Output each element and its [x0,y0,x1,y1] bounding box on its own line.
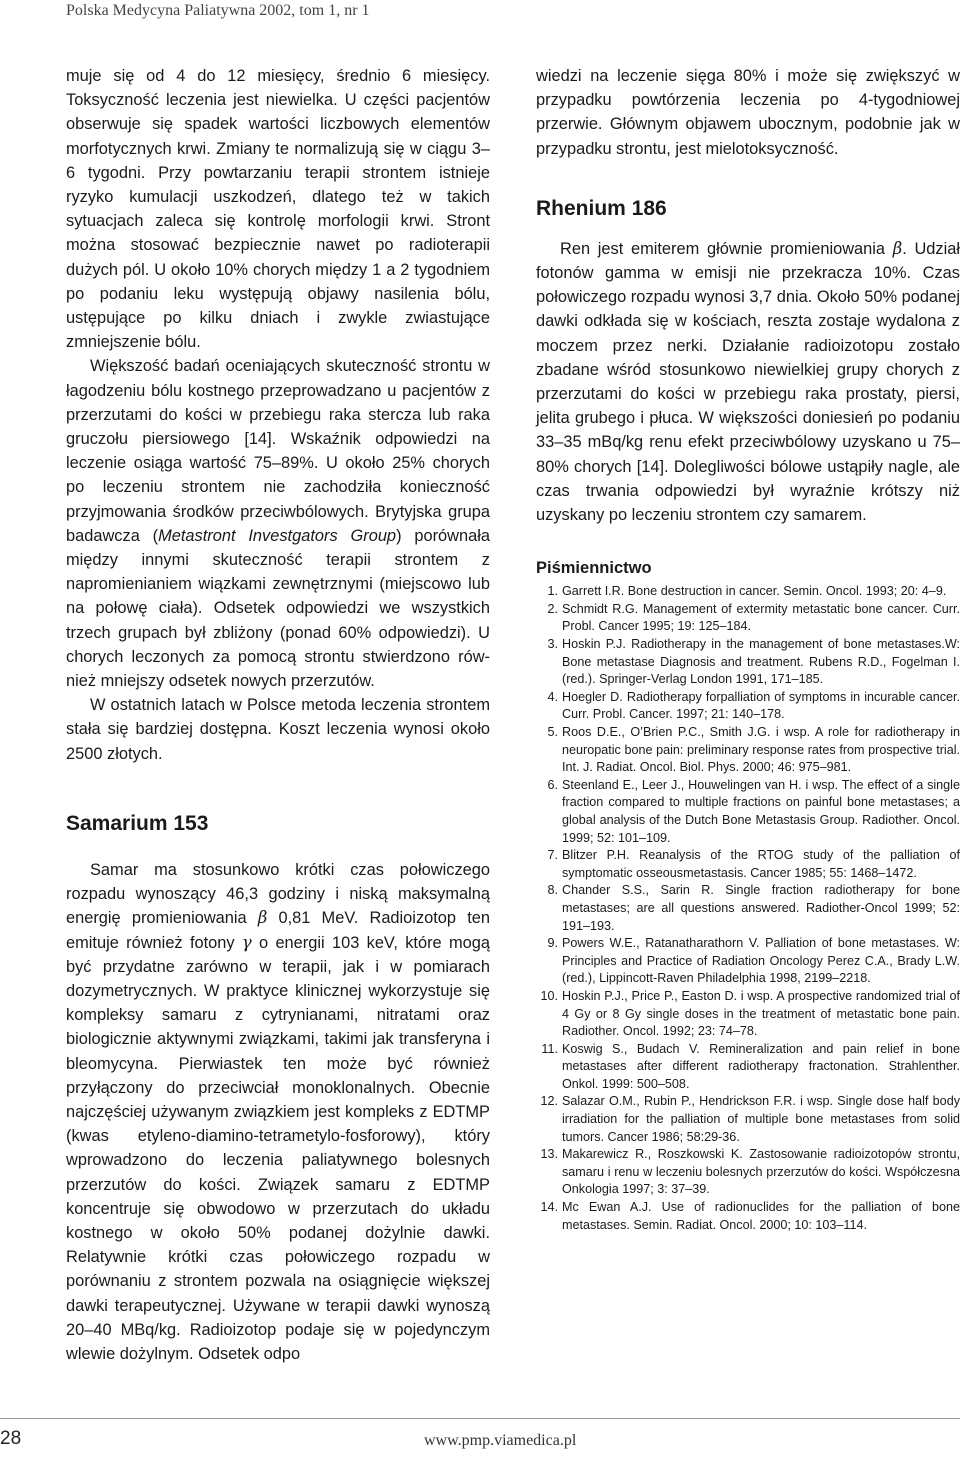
paragraph-strontium-poland: W ostatnich latach w Polsce metoda leczenia strontem stała się bardziej dostępna. Koszt leczenia wynosi około 2500 złotych. [66,696,490,763]
text-run: Ren jest emiterem głównie promieniowania [560,239,893,258]
reference-item [536,601,960,636]
beta-symbol: β [892,238,903,258]
reference-item [536,724,960,777]
reference-number: 5. [547,725,558,739]
reference-text: Makarewicz R., Roszkowski K. Zastosowanie radioizotopów strontu, samaru i renu w leczeniu bolesnych przerzutów do kości. Współczesna Onkologia 1997; 3: 37–39. [562,1147,960,1197]
reference-item [536,1146,960,1199]
reference-number: 4. [547,689,558,704]
paragraph-samarium-continued: wiedzi na leczenie sięga 80% i może się zwiększyć w przypadku powtórzenia leczenia po 4-tygodniowej przerwie. Głównym objawem ubocznym, podobnie jak w przypadku strontu, jest mielotoksyczność. [536,67,960,158]
paragraph-samarium [66,858,490,1366]
text-run: o energii 103 keV, które mogą być przydatne zarówno w terapii, jak i w pomiarach dozymetrycznych. W praktyce klinicznej wykorzystuje się kompleksy samaru z cytrynianami, nitratami oraz biologicznie aktywnymi związkami, takimi jak transferyna i bleomycyna. Pierwiastek ten może być również przyłączony do przeciwciał monoklonalnych. Obecnie najczęściej używanym związkiem jest kompleks z EDTMP (kwas etyleno-diamino-tetrametylo-fosforowy), który wprowadzono do leczenia paliatywnego bolesnych przerzutów do kości. Związek samaru z EDTMP koncentruje się obwodowo w przerzutach do układu kostnego w około 50% podanej dożylnie dawki. Relatywnie krótki czas połowiczego rozpadu w porównaniu z strontem pozwala na osiągnięcie większej dawki terapeutycznej. Używane w terapii dawki wynoszą 20–40 MBq/kg. Radioizotop podaje się w pojedynczym wlewie dożylnym. Odsetek odpo [66,933,490,1363]
reference-number: 12. [540,1094,558,1109]
heading-rhenium: Rhenium 186 [536,196,667,220]
reference-item [536,988,960,1041]
reference-item [536,1093,960,1146]
reference-text: Blitzer P.H. Reanalysis of the RTOG study of the palliation of symptomatic osseousmetastasis. Cancer 1985; 55: 1468–1472. [562,848,960,880]
reference-number: 9. [547,936,558,951]
reference-text: Garrett I.R. Bone destruction in cancer. Semin. Oncol. 1993; 20: 4–9. [562,584,947,599]
reference-number: 13. [540,1147,558,1162]
reference-item [536,847,960,882]
running-head: Polska Medycyna Paliatywna 2002, tom 1, nr 1 [66,2,370,19]
reference-text: Roos D.E., O’Brien P.C., Smith J.G. i wsp. A role for radiotherapy in neuropatic bone pain: preliminary response rates from prospective trial. Int. J. Radiat. Oncol. Biol. Phys. 2000; 46: 975–981. [562,725,960,775]
reference-text: Schmidt R.G. Management of extermity metastatic bone cancer. Curr. Probl. Cancer 1995; 19: 125–184. [562,601,960,634]
text-run: 0,81 MeV. Radioizotop ten emituje również fotony [66,909,490,952]
reference-number: 8. [547,883,558,898]
gamma-symbol: γ [241,932,252,952]
footer-url-link[interactable]: www.pmp.viamedica.pl [424,1432,577,1449]
reference-text: Hoegler D. Radiotherapy forpalliation of symptoms in incurable cancer. Curr. Probl. Cancer. 1997; 21: 140–178. [562,689,960,722]
paragraph-strontium-efficacy [66,354,490,693]
reference-item [536,777,960,847]
page-number: 28 [0,1428,22,1449]
reference-number: 6. [547,777,558,792]
text-run: . Udział fotonów gamma w emisji nie przekracza 10%. Czas połowiczego rozpadu wynosi 3,7 dnia. Około 50% podanej dawki odkłada się w kościach, reszta zostaje wydalona z moczem przez nerki. Działanie radioizotopu zostało zbadane wśród stosunkowo niewielkiej grupy chorych z przerzutami do kości w przebiegu raka prostaty, piersi, jelita grubego i płuca. W większości doniesień po podaniu 33–35 mBq/kg renu efekt przeciwbólowy uzyskano u 75–80% chorych [14]. Dolegliwości bólowe ustąpiły nagle, ale czas trwania odpowiedzi był wyraźnie krótszy niż uzyskany po leczeniu strontem czy samarem. [536,239,960,525]
paragraph-rhenium [536,237,960,527]
reference-item [536,882,960,935]
reference-number: 10. [540,988,558,1003]
reference-number: 7. [547,848,558,863]
heading-samarium: Samarium 153 [66,811,209,835]
reference-item [536,935,960,988]
footer-rule [0,1418,960,1419]
reference-item [536,1199,960,1234]
reference-number: 1. [547,584,558,599]
reference-number: 14. [540,1200,558,1215]
italic-group-name: Metastront Investgators Group [158,526,397,545]
right-column [536,64,960,1234]
reference-text: Steenland E., Leer J., Houwelingen van H. i wsp. The effect of a single fraction compared to multiple fractions on painful bone metastases; a global analysis of the Dutch Bone Metastasis Group. Radiother. Oncol. 1999; 52: 101–109. [562,777,960,845]
beta-symbol: β [257,908,268,928]
references-heading: Piśmiennictwo [536,559,652,578]
reference-number: 11. [541,1041,558,1056]
reference-item [536,1041,960,1094]
text-run: Większość badań oceniających skuteczność strontu w łagodzeniu bólu kostnego przeprowadzano u pacjentów z przerzutami do kości w przebiegu raka stercza lub raka gruczołu piersiowego [14]. Wskaźnik odpowiedzi na leczenie osiąga wartość 75–89%. U około 25% chorych po leczeniu strontem nie zachodziła konieczność przyjmowania środków przeciwbólowych. Brytyjska grupa badawcza ( [66,357,490,545]
reference-item [536,636,960,689]
text-run: ) porównała między innymi skuteczność terapii strontem z napromienianiem wiązkami zewnętrznymi (miejscowo lub na połowę ciała). Odsetek odpowiedzi we wszystkich trzech grupach był zbliżony (ponad 60% odpowiedzi). U chorych leczonych za pomocą strontu stwierdzono również mniejszy odsetek nowych przerzutów. [66,526,490,691]
reference-text: Koswig S., Budach V. Remineralization and pain relief in bone metastases after different radiotherapy fractonation. Strahlenther. Onkol. 1999: 500–508. [562,1041,960,1091]
reference-item [536,583,960,601]
reference-text: Mc Ewan A.J. Use of radionuclides for the palliation of bone metastases. Semin. Radiat. Oncol. 2000; 10: 103–114. [562,1200,960,1232]
reference-number: 2. [547,601,558,616]
reference-text: Salazar O.M., Rubin P., Hendrickson F.R. i wsp. Single dose half body irradiation for the palliation of multiple bone metastases from solid tumors. Cancer 1986; 58:29-36. [562,1094,960,1144]
reference-text: Hoskin P.J., Price P., Easton D. i wsp. A prospective randomized trial of 4 Gy or 8 Gy single doses in the treatment of metastatic bone pain. Radiother. Oncol. 1992; 23: 74–78. [562,988,960,1039]
reference-text: Powers W.E., Ratanatharathorn V. Palliation of bone metastases. W: Principles and Practice of Radiation Oncology Perez C.A., Brady L.W. (red.), Lippincott-Raven Philadelphia 1998, 2199–2218. [562,936,960,986]
reference-text: Hoskin P.J. Radiotherapy in the management of bone metastases.W: Bone metastase Diagnosis and treatment. Rubens R.D., Fogelman I. (red.). Springer-Verlag London 1991, 171–185. [562,637,960,687]
text-run: Samar ma stosunkowo krótki czas połowiczego rozpadu wynoszący 46,3 godziny i niską maksymalną energię promieniowania [66,860,490,928]
reference-text: Chander S.S., Sarin R. Single fraction radiotherapy for bone metastases; are all questions answered. Radiother-Oncol 1999; 52: 191–193. [562,883,960,933]
reference-list [536,583,960,1234]
left-column [66,64,490,1366]
paragraph-strontium-toxicity: muje się od 4 do 12 miesięcy, średnio 6 miesięcy. Toksyczność leczenia jest niewielka. U części pacjentów obserwuje się spadek wartości liczbowych elementów morfotycznych krwi. Zmiany te normalizują się w ciągu 3–6 tygodni. Przy powtarzaniu terapii strontem istnieje ryzyko kumulacji uszkodzeń, dlatego też w takich sytuacjach zaleca się kontrolę morfologii krwi. Stront można stosować bezpiecznie nawet po radioterapii dużych pól. U około 10% chorych między 1 a 2 tygodniem po podaniu leku występują objawy nasilenia bólu, ustępujące po kilku dniach i zwykle zwiastujące zmniejszenie bólu. [66,67,490,352]
reference-item [536,689,960,724]
reference-number: 3. [547,637,558,652]
